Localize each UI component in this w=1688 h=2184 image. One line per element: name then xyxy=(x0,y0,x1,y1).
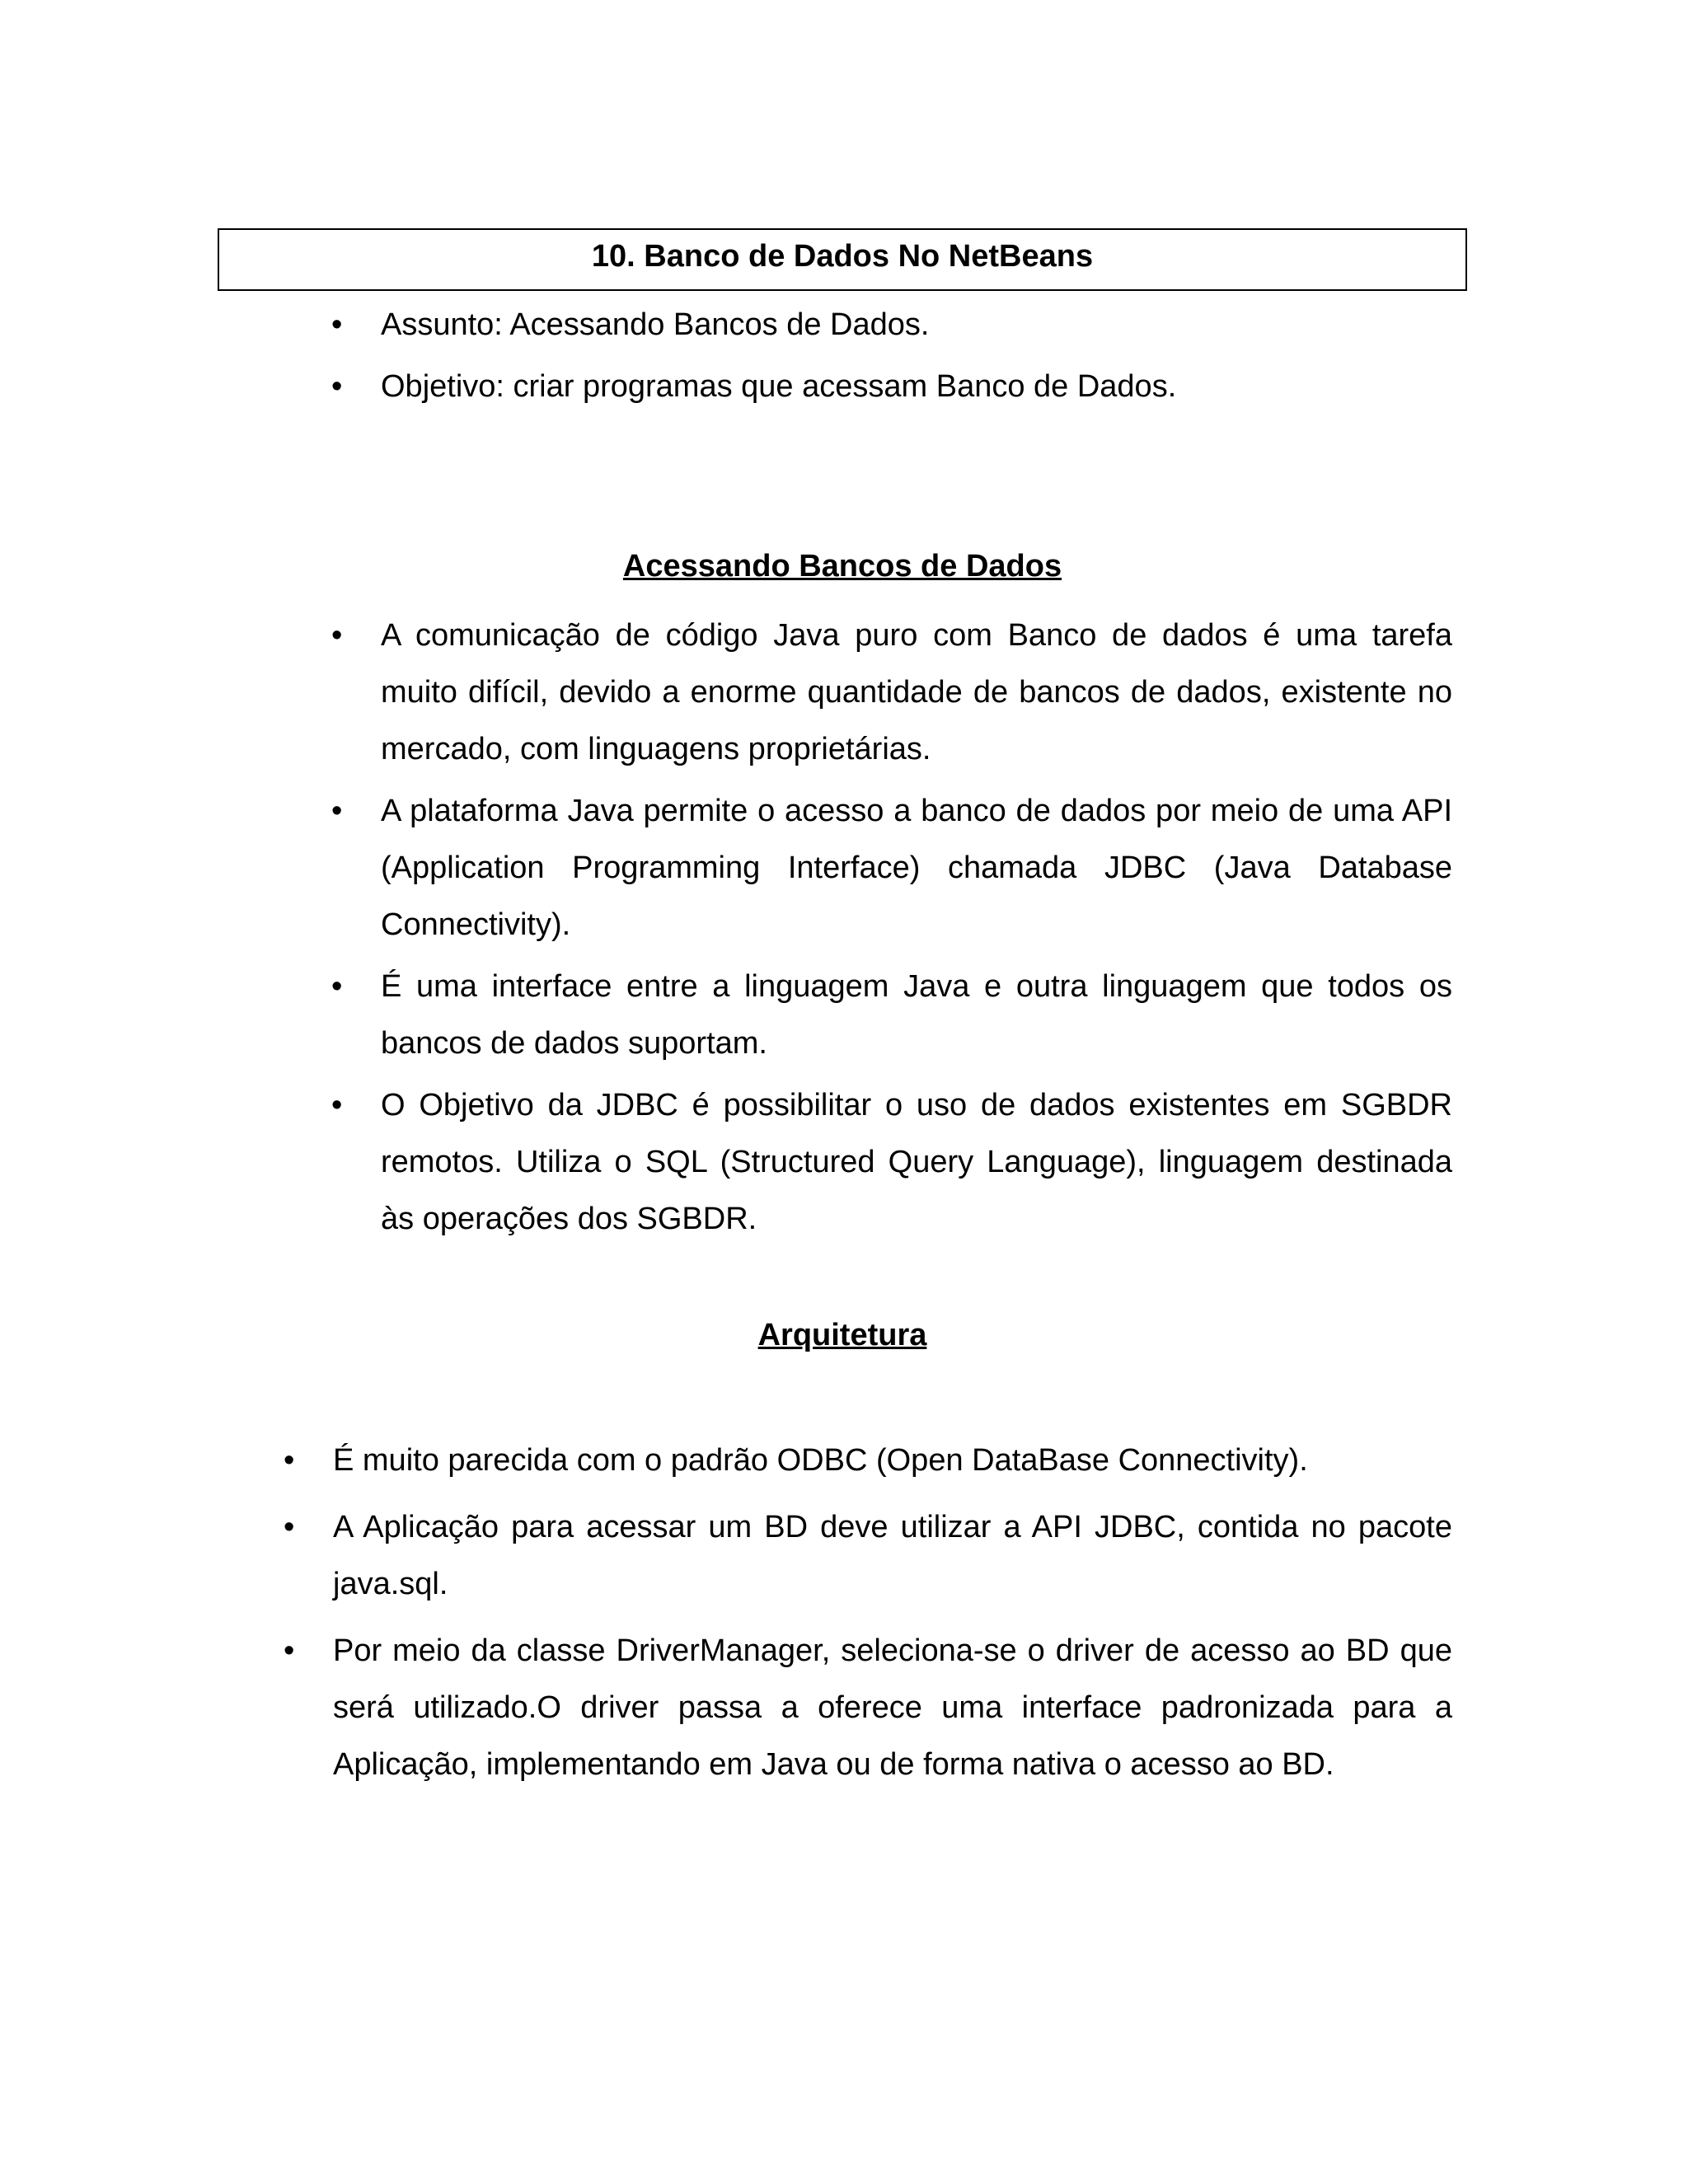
bullet-icon: • xyxy=(284,1633,295,1668)
bullet-icon: • xyxy=(331,307,343,342)
list-item: • A plataforma Java permite o acesso a banco de dados por meio de uma API (Application Programming Interface) chamada JDBC (Java Database Connectivity). xyxy=(381,783,1452,954)
section2-list xyxy=(284,1432,1452,1793)
list-item: • É muito parecida com o padrão ODBC (Open DataBase Connectivity). xyxy=(333,1432,1452,1489)
list-item: • Por meio da classe DriverManager, seleciona-se o driver de acesso ao BD que será utilizado.O driver passa a oferece uma interface padronizada para a Aplicação, implementando em Java ou de forma nativa o acesso ao BD. xyxy=(333,1623,1452,1793)
bullet-icon: • xyxy=(331,969,343,1004)
bullet-icon: • xyxy=(284,1443,295,1478)
bullet-icon: • xyxy=(331,794,343,828)
bullet-icon: • xyxy=(331,1088,343,1122)
section-heading-arquitetura: Arquitetura xyxy=(757,1318,927,1352)
list-item: • Objetivo: criar programas que acessam Banco de Dados. xyxy=(381,359,1452,415)
intro-list xyxy=(331,297,1452,415)
bullet-icon: • xyxy=(331,618,343,653)
page-title: 10. Banco de Dados No NetBeans xyxy=(591,239,1094,274)
bullet-icon: • xyxy=(284,1510,295,1544)
list-item: • O Objetivo da JDBC é possibilitar o uso de dados existentes em SGBDR remotos. Utiliza o SQL (Structured Query Language), linguagem destinada às operações dos SGBDR. xyxy=(381,1077,1452,1248)
list-item: • A Aplicação para acessar um BD deve utilizar a API JDBC, contida no pacote java.sql. xyxy=(333,1499,1452,1613)
bullet-icon: • xyxy=(331,369,343,404)
list-item: • A comunicação de código Java puro com Banco de dados é uma tarefa muito difícil, devido a enorme quantidade de bancos de dados, existente no mercado, com linguagens proprietárias. xyxy=(381,607,1452,778)
title-box xyxy=(218,228,1467,291)
list-item: • É uma interface entre a linguagem Java e outra linguagem que todos os bancos de dados suportam. xyxy=(381,958,1452,1072)
section-heading-acessando: Acessando Bancos de Dados xyxy=(622,549,1062,583)
list-item: • Assunto: Acessando Bancos de Dados. xyxy=(381,297,1452,354)
section1-list xyxy=(331,607,1452,1248)
